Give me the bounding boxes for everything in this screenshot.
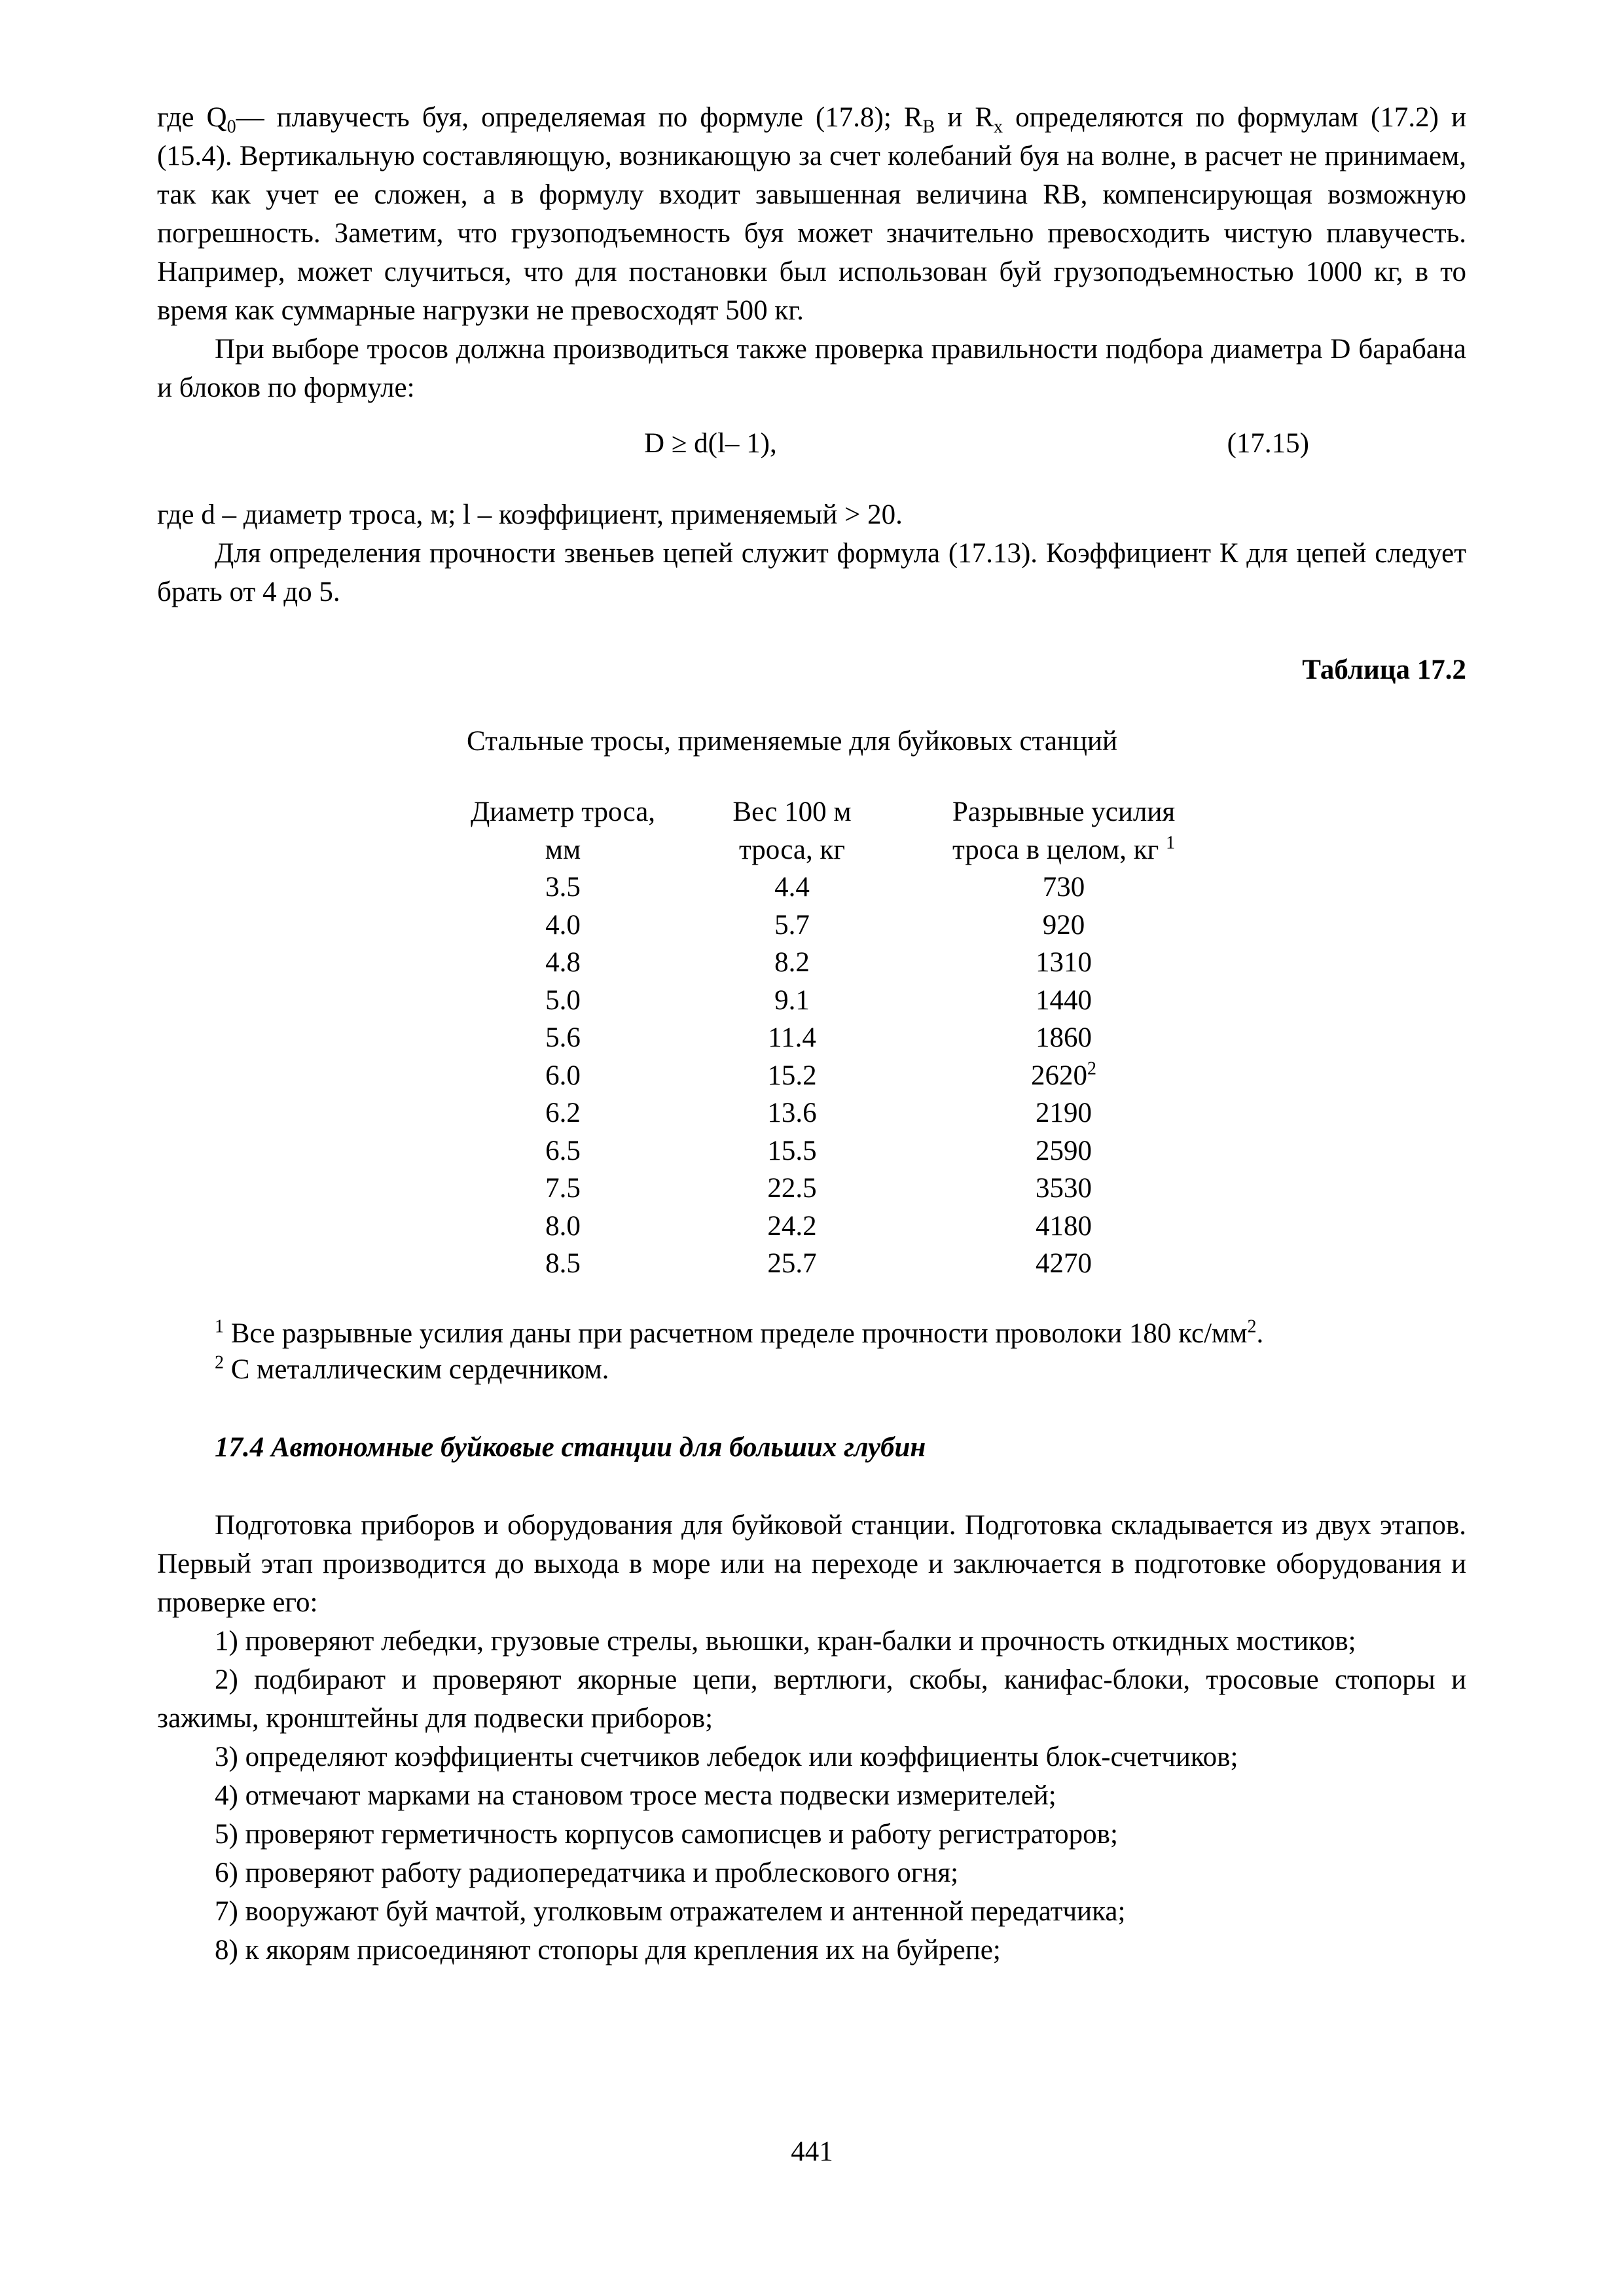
preparation-list	[157, 1622, 1466, 1969]
cell-value: 4270	[1036, 1248, 1092, 1279]
list-item: 2) подбирают и проверяют якорные цепи, вертлюги, скобы, канифас-блоки, тросовые стопоры и зажимы, кронштейны для подвески приборов;	[157, 1664, 1466, 1734]
table-footnotes	[215, 1316, 1466, 1388]
cell-value: 1860	[1036, 1022, 1092, 1053]
cell-diameter	[455, 982, 671, 1020]
header-breaking-force	[913, 793, 1214, 831]
cell-weight	[671, 1245, 913, 1283]
cell-value: 4.4	[774, 872, 810, 903]
cell-weight	[671, 1132, 913, 1170]
cell-weight	[671, 1094, 913, 1132]
cell-weight	[671, 906, 913, 944]
list-item: 3) определяют коэффициенты счетчиков лебедок или коэффициенты блок-счетчиков;	[215, 1741, 1238, 1772]
cell-value: 24.2	[767, 1210, 817, 1242]
formula-number: (17.15)	[1227, 428, 1309, 459]
table-row	[455, 1057, 1214, 1095]
cell-value: 9.1	[774, 984, 810, 1016]
cell-weight	[671, 944, 913, 982]
header-diameter	[455, 793, 671, 831]
steel-cables-table	[455, 793, 1214, 1283]
footnote-text: Все разрывные усилия даны при расчетном пределе прочности проволоки 180 кс/мм	[224, 1318, 1248, 1349]
cell-value: 1440	[1036, 984, 1092, 1016]
cell-value: 4.8	[545, 947, 581, 978]
footnote-1	[215, 1316, 1466, 1352]
footnote-marker: 2	[1087, 1058, 1096, 1079]
header-line: Разрывные усилия	[952, 797, 1176, 827]
footnote-text: С металлическим сердечником.	[224, 1354, 609, 1385]
cell-value: 25.7	[767, 1248, 817, 1279]
cell-weight	[671, 1208, 913, 1246]
cell-diameter	[455, 1170, 671, 1208]
cell-breaking-force	[913, 1019, 1214, 1057]
cell-diameter	[455, 1132, 671, 1170]
cell-diameter	[455, 1094, 671, 1132]
list-item: 5) проверяют герметичность корпусов самописцев и работу регистраторов;	[215, 1818, 1118, 1850]
footnote-marker: 1	[215, 1316, 224, 1337]
subscript: 0	[226, 117, 236, 137]
cell-breaking-force	[913, 1245, 1214, 1283]
table-row	[455, 1094, 1214, 1132]
table-body	[455, 869, 1214, 1283]
table-row	[455, 1019, 1214, 1057]
cell-value: 5.7	[774, 909, 810, 941]
cell-value: 6.0	[545, 1060, 581, 1091]
cell-value: 15.2	[767, 1060, 817, 1091]
list-item: 7) вооружают буй мачтой, уголковым отражателем и антенной передатчика;	[215, 1895, 1126, 1927]
list-item: 4) отмечают марками на становом тросе места подвески измерителей;	[215, 1780, 1056, 1811]
table-label: Таблица 17.2	[1302, 655, 1466, 685]
paragraph-chain-strength: Для определения прочности звеньев цепей служит формула (17.13). Коэффициент К для цепей следует брать от 4 до 5.	[157, 538, 1466, 607]
subscript: B	[922, 117, 935, 137]
cell-weight	[671, 869, 913, 906]
cell-value: 920	[1042, 909, 1085, 941]
cell-value: 5.0	[545, 984, 581, 1016]
cell-weight	[671, 1057, 913, 1095]
page-body	[157, 98, 1466, 1969]
cell-breaking-force	[913, 1208, 1214, 1246]
cell-weight	[671, 1019, 913, 1057]
text-run: и R	[935, 102, 994, 133]
cell-value: 2620	[1031, 1060, 1087, 1091]
header-line: троса в целом, кг	[952, 834, 1159, 865]
list-item: 6) проверяют работу радиопередатчика и проблескового огня;	[215, 1857, 959, 1888]
text-run: определяются по формулам (17.2) и (15.4). Вертикальную составляющую, возникающую за счет колебаний буя на волне, в расчет не принимаем, так как учет ее сложен, а в формулу входит завышенная величина RB, компенсирующая возможную погрешность. Заметим, что грузоподъемность буя может значительно превосходить чистую плавучесть. Например, может случиться, что для постановки был использован буй грузоподъемностью 1000 кг, в то время как суммарные нагрузки не превосходят 500 кг.	[157, 102, 1466, 326]
cell-breaking-force	[913, 1094, 1214, 1132]
subscript: x	[994, 117, 1003, 137]
footnote-2	[215, 1352, 1466, 1388]
cell-value: 22.5	[767, 1173, 817, 1204]
table-header-row	[455, 831, 1214, 869]
cell-value: 5.6	[545, 1022, 581, 1053]
list-item: 8) к якорям присоединяют стопоры для крепления их на буйрепе;	[215, 1934, 1001, 1965]
footnote-marker: 2	[215, 1352, 224, 1373]
header-line: мм	[545, 834, 581, 865]
paragraph-buoyancy	[157, 98, 1466, 330]
cell-value: 13.6	[767, 1098, 817, 1128]
header-line: Диаметр троса,	[470, 797, 656, 827]
cell-breaking-force	[913, 982, 1214, 1020]
cell-value: 8.5	[545, 1248, 581, 1279]
table-title: Стальные тросы, применяемые для буйковых станций	[467, 726, 1117, 757]
cell-value: 2190	[1036, 1098, 1092, 1128]
table-header-row	[455, 793, 1214, 831]
cell-diameter	[455, 1208, 671, 1246]
cell-value: 6.2	[545, 1098, 581, 1128]
table-row	[455, 944, 1214, 982]
table-row	[455, 1245, 1214, 1283]
paragraph-where-d: где d – диаметр троса, м; l – коэффициент, применяемый > 20.	[157, 499, 903, 530]
paragraph-preparation: Подготовка приборов и оборудования для буйковой станции. Подготовка складывается из двух этапов. Первый этап производится до выхода в море или на переходе и заключается в подготовке оборудования и проверке его:	[157, 1509, 1466, 1618]
table-row	[455, 1208, 1214, 1246]
cell-value: 6.5	[545, 1135, 581, 1166]
cell-weight	[671, 1170, 913, 1208]
cell-value: 2590	[1036, 1135, 1092, 1166]
cell-weight	[671, 982, 913, 1020]
cell-value: 3.5	[545, 872, 581, 903]
table-row	[455, 1170, 1214, 1208]
page-number: 441	[791, 2136, 833, 2167]
header-weight	[671, 793, 913, 831]
header-line: Вес 100 м	[732, 797, 852, 827]
cell-value: 4.0	[545, 909, 581, 941]
text-run: где Q	[157, 102, 227, 133]
cell-diameter	[455, 1245, 671, 1283]
cell-diameter	[455, 906, 671, 944]
cell-value: 3530	[1036, 1173, 1092, 1204]
cell-value: 1310	[1036, 947, 1092, 978]
table-row	[455, 869, 1214, 906]
cell-diameter	[455, 869, 671, 906]
formula-expression: D ≥ d(l– 1),	[644, 428, 777, 459]
paragraph-cable-check: При выборе тросов должна производиться также проверка правильности подбора диаметра D барабана и блоков по формуле:	[157, 334, 1466, 403]
footnote-marker: 1	[1166, 833, 1176, 853]
formula-17-15	[157, 424, 1466, 463]
cell-value: 8.0	[545, 1210, 581, 1242]
cell-diameter	[455, 1019, 671, 1057]
table-row	[455, 906, 1214, 944]
cell-breaking-force	[913, 1057, 1214, 1095]
list-item: 1) проверяют лебедки, грузовые стрелы, вьюшки, кран-балки и прочность откидных мостиков;	[215, 1625, 1356, 1657]
footnote-text: .	[1256, 1318, 1264, 1349]
cell-diameter	[455, 944, 671, 982]
cell-diameter	[455, 1057, 671, 1095]
cell-value: 11.4	[768, 1022, 816, 1053]
section-heading: 17.4 Автономные буйковые станции для больших глубин	[215, 1431, 926, 1463]
cell-breaking-force	[913, 1170, 1214, 1208]
cell-breaking-force	[913, 1132, 1214, 1170]
header-line: троса, кг	[738, 834, 846, 865]
header-diameter-unit	[455, 831, 671, 869]
cell-breaking-force	[913, 869, 1214, 906]
superscript: 2	[1247, 1316, 1257, 1337]
cell-value: 15.5	[767, 1135, 817, 1166]
cell-value: 8.2	[774, 947, 810, 978]
text-run: — плавучесть буя, определяемая по формуле (17.8); R	[236, 102, 923, 133]
cell-value: 7.5	[545, 1173, 581, 1204]
cell-value: 4180	[1036, 1210, 1092, 1242]
header-weight-unit	[671, 831, 913, 869]
table-row	[455, 1132, 1214, 1170]
cell-breaking-force	[913, 906, 1214, 944]
cell-value: 730	[1042, 872, 1085, 903]
table-row	[455, 982, 1214, 1020]
cell-breaking-force	[913, 944, 1214, 982]
header-breaking-force-unit	[913, 831, 1214, 869]
